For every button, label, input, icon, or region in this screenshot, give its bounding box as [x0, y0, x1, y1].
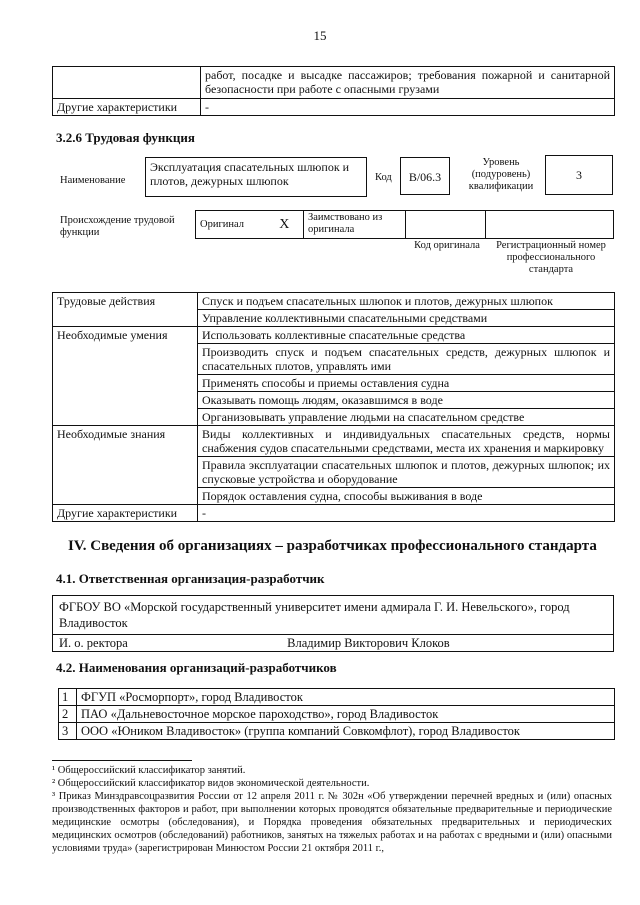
- developer-name: ФГУП «Росморпорт», город Владивосток: [77, 689, 615, 706]
- knowledge-label: Необходимые знания: [53, 426, 198, 505]
- top-table: [52, 66, 615, 116]
- origin-table: [195, 210, 614, 239]
- skill-item: Применять способы и приемы оставления судна: [198, 375, 615, 392]
- knowledge-item: Порядок оставления судна, способы выживания в воде: [198, 488, 615, 505]
- responsible-org-name: ФГБОУ ВО «Морской государственный университет имени адмирала Г. И. Невельского», город Владивосток: [53, 596, 614, 635]
- reg-number-cell: [486, 211, 614, 239]
- original-mark: X: [266, 211, 304, 239]
- developers-table: [58, 688, 615, 740]
- reg-number-caption: Регистрационный номер профессионального стандарта: [496, 240, 606, 275]
- top-table-empty-cell: [53, 67, 201, 99]
- skill-item: Производить спуск и подъем спасательных средств, дежурных шлюпок и спасательных плотов, управлять ими: [198, 344, 615, 375]
- code-value-box: [400, 157, 450, 195]
- developer-name: ПАО «Дальневосточное морское пароходство», город Владивосток: [77, 706, 615, 723]
- level-label: Уровень (подуровень) квалификации: [468, 157, 534, 192]
- responsible-person-cell: [53, 635, 614, 652]
- top-table-row2-value: -: [201, 99, 615, 116]
- code-label: Код: [375, 172, 392, 183]
- developer-name: ООО «Юником Владивосток» (группа компаний Совкомфлот), город Владивосток: [77, 723, 615, 740]
- person-name: Владимир Викторович Клоков: [287, 636, 450, 650]
- page-number: 15: [313, 28, 327, 43]
- footnote-3: ³ Приказ Минздравсоцразвития России от 12 апреля 2011 г. № 302н «Об утверждении перечней вредных и (или) опасных производственных факторов и работ, при выполнении которых проводятся обязательные предварительные и периодические медицинские осмотры (обследования), и Порядка проведения обязательных предварительных и периодических медицинских осмотров (обследований) работников, занятых на тяжелых работах и на работах с вредными и (или) опасными условиями труда» (зарегистрирован Минюстом России 21 октября 2011 г.,: [52, 791, 612, 854]
- other-characteristics-value: -: [198, 505, 615, 522]
- skills-label: Необходимые умения: [53, 327, 198, 426]
- origin-label: Происхождение трудовой функции: [60, 215, 175, 238]
- position-title: И. о. ректора: [59, 636, 128, 650]
- section-42-heading: 4.2. Наименования организаций-разработчиков: [56, 660, 337, 675]
- level-value-box: [545, 155, 613, 195]
- code-original-cell: [406, 211, 486, 239]
- footnote-1: ¹ Общероссийский классификатор занятий.: [52, 765, 246, 776]
- footnote-divider: [52, 760, 192, 761]
- knowledge-item: Виды коллективных и индивидуальных спасательных средств, нормы снабжения судов спасательными средствами, места их хранения и маркировку: [198, 426, 615, 457]
- knowledge-item: Правила эксплуатации спасательных шлюпок и плотов, дежурных шлюпок; их спусковые устройства и оборудование: [198, 457, 615, 488]
- developer-num: 1: [59, 689, 77, 706]
- developer-num: 2: [59, 706, 77, 723]
- top-table-row2-label: Другие характеристики: [53, 99, 201, 116]
- code-original-caption: Код оригинала: [414, 240, 480, 251]
- labor-actions-label: Трудовые действия: [53, 293, 198, 327]
- developer-num: 3: [59, 723, 77, 740]
- top-table-row1-value: работ, посадке и высадке пассажиров; требования пожарной и санитарной безопасности при работе с опасными грузами: [201, 67, 615, 99]
- borrowed-label: Заимствовано из оригинала: [304, 211, 406, 239]
- name-value: Эксплуатация спасательных шлюпок и плотов, дежурных шлюпок: [150, 160, 350, 188]
- section-heading-326: 3.2.6 Трудовая функция: [56, 130, 195, 145]
- original-label: Оригинал: [196, 211, 266, 239]
- section-41-heading: 4.1. Ответственная организация-разработчик: [56, 571, 325, 586]
- responsible-org-table: [52, 595, 614, 652]
- labor-action-item: Управление коллективными спасательными средствами: [198, 310, 615, 327]
- labor-function-table: [52, 292, 615, 522]
- footnote-2: ² Общероссийский классификатор видов экономической деятельности.: [52, 778, 370, 789]
- skill-item: Использовать коллективные спасательные средства: [198, 327, 615, 344]
- labor-action-item: Спуск и подъем спасательных шлюпок и плотов, дежурных шлюпок: [198, 293, 615, 310]
- name-label: Наименование: [60, 175, 126, 186]
- level-value: 3: [576, 168, 582, 182]
- section-iv-heading: IV. Сведения об организациях – разработчиках профессионального стандарта: [68, 538, 597, 554]
- skill-item: Организовывать управление людьми на спасательном средстве: [198, 409, 615, 426]
- name-value-box: [145, 157, 367, 197]
- skill-item: Оказывать помощь людям, оказавшимся в воде: [198, 392, 615, 409]
- other-characteristics-label: Другие характеристики: [53, 505, 198, 522]
- code-value: B/06.3: [408, 170, 442, 184]
